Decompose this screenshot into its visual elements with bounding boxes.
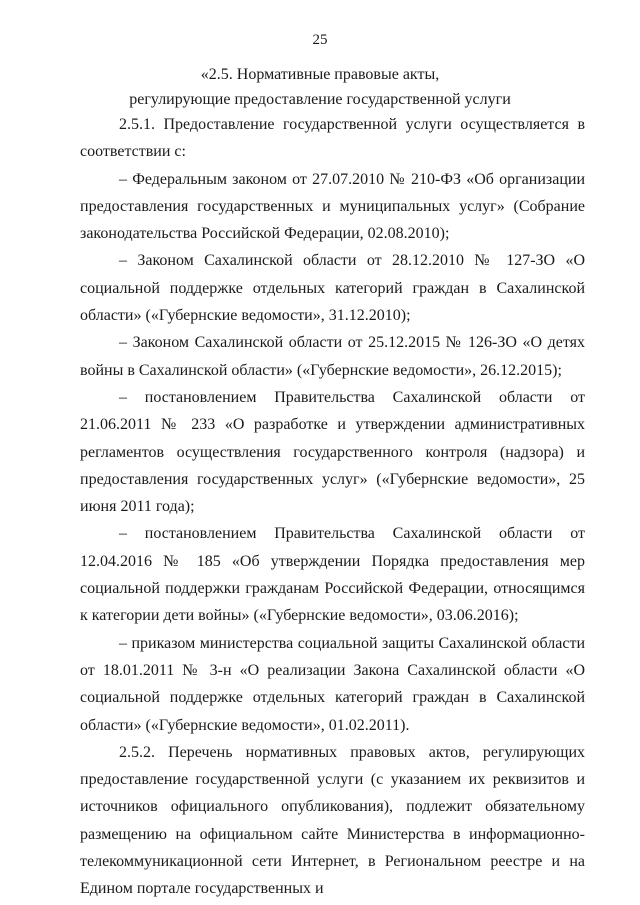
list-item-order-3-n: – приказом министерства социальной защиты Сахалинской области от 18.01.2011 № 3-н «О реализации Закона Сахалинской области «О социальной поддержке отдельных категорий граждан в Сахалинской области» («Губернские ведомости», 01.02.2011). [80, 634, 585, 734]
document-body [80, 111, 585, 903]
list-item-law-126-zo: – Законом Сахалинской области от 25.12.2015 № 126-ЗО «О детях войны в Сахалинской области» («Губернские ведомости», 26.12.2015); [80, 334, 585, 379]
section-heading-line-2: регулирующие предоставление государственной услуги [129, 91, 511, 108]
list-item-resolution-185: – постановлением Правительства Сахалинской области от 12.04.2016 № 185 «Об утверждении Порядка предоставления мер социальной поддержки гражданам Российской Федерации, относящимся к категории дети войны» («Губернские ведомости», 03.06.2016); [80, 525, 585, 625]
list-item-federal-law: – Федеральным законом от 27.07.2010 № 210-ФЗ «Об организации предоставления государственных и муниципальных услуг» (Собрание законодательства Российской Федерации, 02.08.2010); [80, 170, 585, 243]
page-number: 25 [312, 32, 328, 48]
list-item-resolution-233: – постановлением Правительства Сахалинской области от 21.06.2011 № 233 «О разработке и утверждении административных регламентов осуществления государственного контроля (надзора) и предоставления государственных услуг» («Губернские ведомости», 25 июня 2011 года); [80, 388, 585, 516]
section-heading-line-1: «2.5. Нормативные правовые акты, [200, 66, 440, 83]
paragraph-2-5-2: 2.5.2. Перечень нормативных правовых актов, регулирующих предоставление государственной услуги (с указанием их реквизитов и источников официального опубликования), подлежит обязательному размещению на официальном сайте Министерства в информационно-телекоммуникационной сети Интернет, в Региональном реестре и на Едином портале государственных и [80, 743, 585, 898]
paragraph-2-5-1: 2.5.1. Предоставление государственной услуги осуществляется в соответствии с: [80, 116, 585, 161]
list-item-law-127-zo: – Законом Сахалинской области от 28.12.2010 № 127-ЗО «О социальной поддержке отдельных категорий граждан в Сахалинской области» («Губернские ведомости», 31.12.2010); [80, 252, 585, 325]
